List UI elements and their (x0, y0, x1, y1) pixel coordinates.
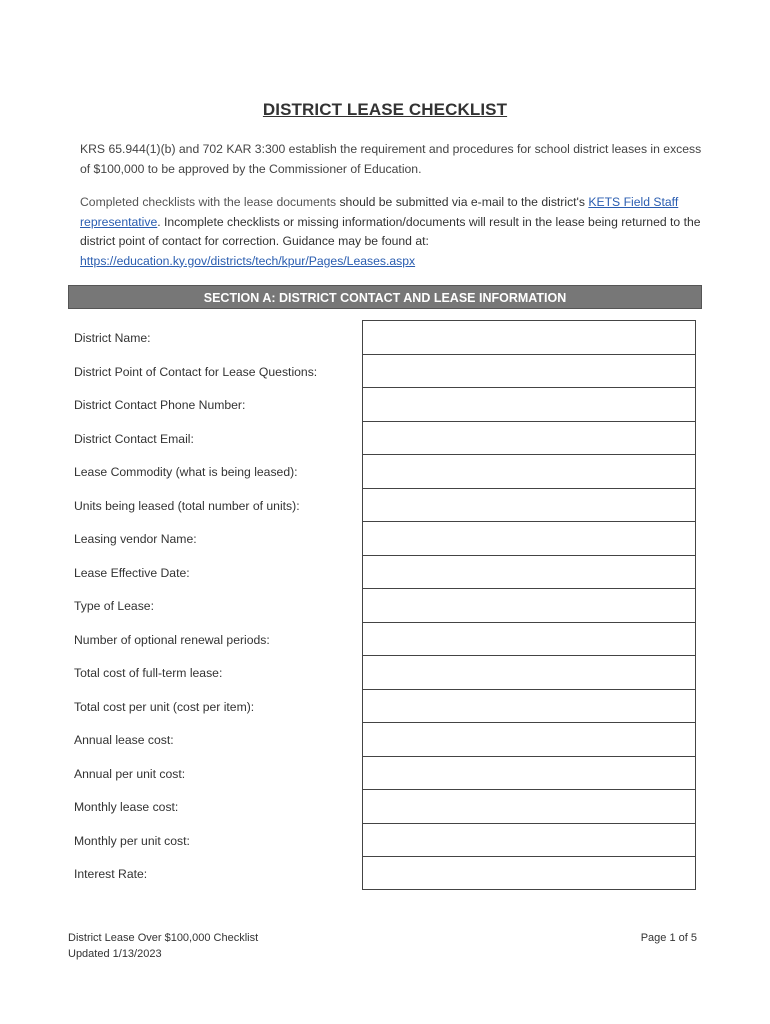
field-label: Monthly lease cost: (74, 800, 179, 814)
section-a-header: SECTION A: DISTRICT CONTACT AND LEASE INFORMATION (68, 285, 702, 309)
form-row (68, 488, 698, 522)
form-row (68, 823, 698, 857)
field-label: Annual lease cost: (74, 733, 174, 747)
form-row (68, 756, 698, 790)
intro-paragraph: KRS 65.944(1)(b) and 702 KAR 3:300 establish the requirement and procedures for school district leases in excess of $100,000 to be approved by the Commissioner of Education. (80, 142, 702, 176)
form-row (68, 588, 698, 622)
field-input-box[interactable] (362, 354, 696, 388)
instructions-part-3: . Incomplete checklists or missing information/documents will result in the lease being returned to the district point of contact for correction. Guidance may be found at: (80, 214, 701, 248)
form-row (68, 856, 698, 890)
field-input-box[interactable] (362, 454, 696, 488)
field-input-box[interactable] (362, 555, 696, 589)
field-input-box[interactable] (362, 722, 696, 756)
field-input-box[interactable] (362, 789, 696, 823)
field-input-box[interactable] (362, 756, 696, 790)
field-label: District Name: (74, 331, 151, 345)
field-input-box[interactable] (362, 588, 696, 622)
field-input-box[interactable] (362, 689, 696, 723)
field-input-box[interactable] (362, 823, 696, 857)
footer-page-number: Page 1 of 5 (640, 932, 697, 944)
form-row (68, 354, 698, 388)
form-row (68, 555, 698, 589)
field-input-box[interactable] (362, 320, 696, 354)
form-row (68, 454, 698, 488)
field-input-box[interactable] (362, 387, 696, 421)
form-row (68, 689, 698, 723)
field-label: Units being leased (total number of units): (74, 498, 300, 513)
field-label: Number of optional renewal periods: (74, 632, 270, 647)
section-a-form (68, 320, 698, 890)
field-label: Leasing vendor Name: (74, 532, 197, 546)
form-row (68, 421, 698, 455)
footer-left (68, 930, 258, 962)
field-label: Total cost per unit (cost per item): (74, 699, 255, 714)
field-label: Lease Commodity (what is being leased): (74, 465, 298, 479)
field-label: District Point of Contact for Lease Questions: (74, 364, 318, 379)
form-row (68, 655, 698, 689)
field-label: Monthly per unit cost: (74, 833, 190, 848)
field-input-box[interactable] (362, 622, 696, 656)
field-label: District Contact Phone Number: (74, 398, 246, 412)
kets-field-staff-link[interactable]: KETS Field Staff representative (80, 195, 679, 229)
field-label: Annual per unit cost: (74, 766, 186, 781)
form-row (68, 387, 698, 421)
form-row (68, 521, 698, 555)
field-label: Type of Lease: (74, 599, 154, 613)
field-input-box[interactable] (362, 521, 696, 555)
form-row (68, 789, 698, 823)
field-input-box[interactable] (362, 655, 696, 689)
form-row (68, 722, 698, 756)
instructions-part-2: should be submitted via e-mail to the district's (339, 195, 589, 209)
guidance-url-link[interactable]: https://education.ky.gov/districts/tech/kpur/Pages/Leases.aspx (80, 253, 416, 268)
footer-doc-name: District Lease Over $100,000 Checklist (68, 932, 259, 944)
field-input-box[interactable] (362, 488, 696, 522)
field-label: Interest Rate: (74, 867, 148, 881)
document-title: DISTRICT LEASE CHECKLIST (262, 100, 508, 119)
field-input-box[interactable] (362, 856, 696, 890)
field-label: Total cost of full-term lease: (74, 666, 223, 680)
instructions-part-1: Completed checklists with the lease documents (80, 195, 340, 209)
form-row (68, 320, 698, 354)
field-label: Lease Effective Date: (74, 565, 190, 580)
form-row (68, 622, 698, 656)
instructions-paragraph (80, 193, 710, 271)
field-label: District Contact Email: (74, 431, 194, 446)
footer-updated-date: Updated 1/13/2023 (68, 948, 162, 960)
field-input-box[interactable] (362, 421, 696, 455)
